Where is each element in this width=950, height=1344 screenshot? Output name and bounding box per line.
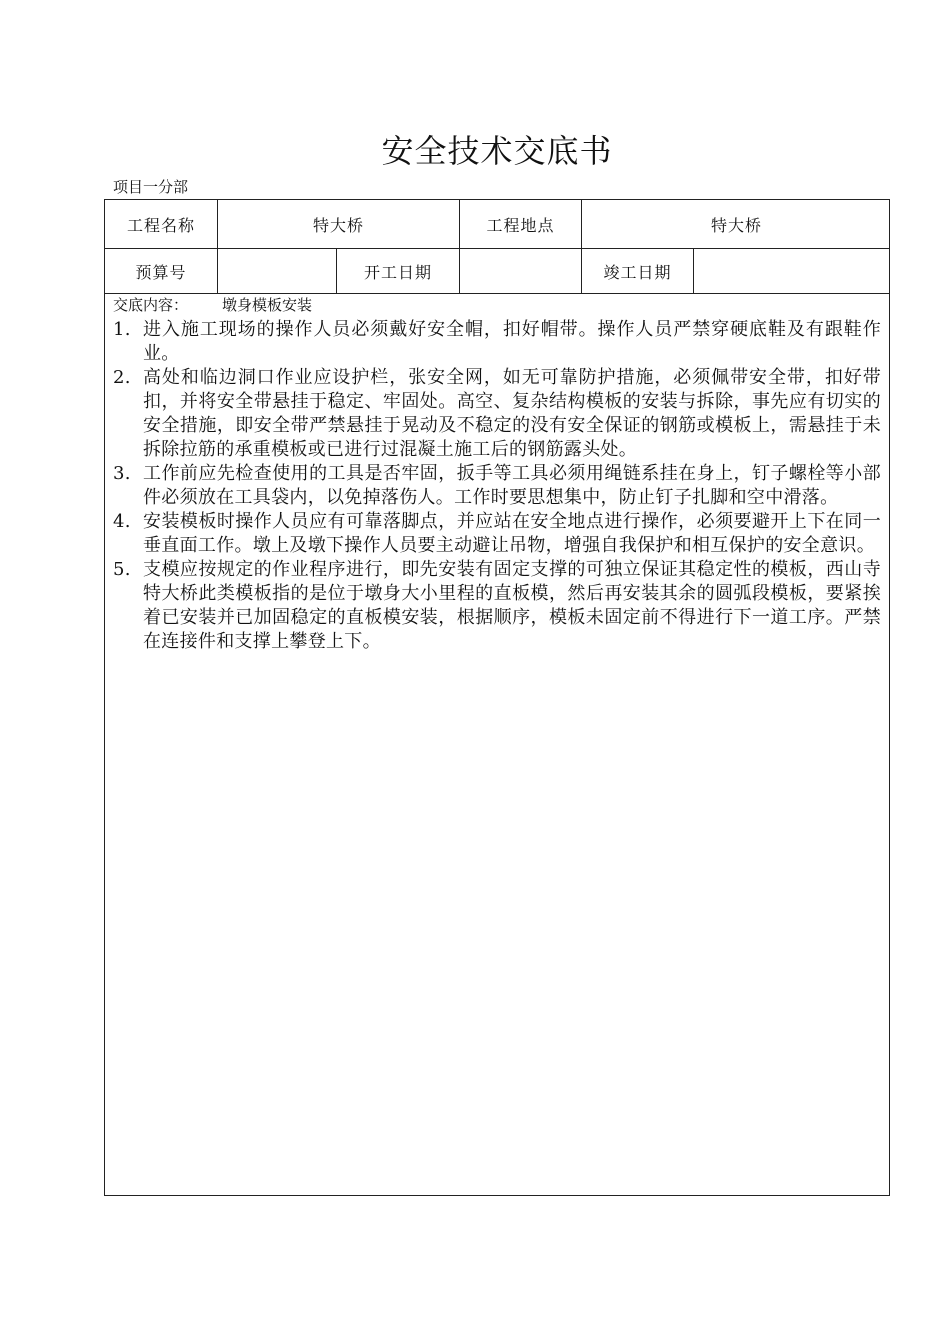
safety-item-text: 工作前应先检查使用的工具是否牢固，扳手等工具必须用绳链系挂在身上，钉子螺栓等小部件必须放在工具袋内，以免掉落伤人。工作时要思想集中，防止钉子扎脚和空中滑落。 xyxy=(143,463,881,508)
safety-item-text: 支模应按规定的作业程序进行，即先安装有固定支撑的可独立保证其稳定性的模板，西山寺特大桥此类模板指的是位于墩身大小里程的直板模，然后再安装其余的圆弧段模板，要紧挨着已安装并已加固稳定的直板模安装，根据顺序，模板未固定前不得进行下一道工序。严禁在连接件和支撑上攀登上下。 xyxy=(143,559,881,652)
safety-item xyxy=(113,510,881,558)
content-heading xyxy=(113,294,881,316)
safety-item-list xyxy=(113,318,881,654)
safety-item-number: 2. xyxy=(113,367,131,388)
safety-item-text: 高处和临边洞口作业应设护栏，张安全网，如无可靠防护措施，必须佩带安全带，扣好带扣，并将安全带悬挂于稳定、牢固处。高空、复杂结构模板的安装与拆除，事先应有切实的安全措施，即安全带严禁悬挂于晃动及不稳定的没有安全保证的钢筋或模板上，需悬挂于未拆除拉筋的承重模板或已进行过混凝土施工后的钢筋露头处。 xyxy=(143,367,881,460)
start-date-label: 开工日期 xyxy=(336,249,459,293)
safety-item-number: 5. xyxy=(113,559,131,580)
project-name-value: 特大桥 xyxy=(217,200,459,248)
safety-item xyxy=(113,366,881,462)
end-date-label: 竣工日期 xyxy=(581,249,693,293)
safety-item-text: 进入施工现场的操作人员必须戴好安全帽，扣好帽带。操作人员严禁穿硬底鞋及有跟鞋作业。 xyxy=(143,319,881,364)
safety-item xyxy=(113,462,881,510)
location-value: 特大桥 xyxy=(581,200,891,248)
budget-no-label: 预算号 xyxy=(135,262,187,282)
safety-item-number: 1. xyxy=(113,319,131,340)
department-label: 项目一分部 xyxy=(113,178,189,196)
location-label: 工程地点 xyxy=(459,200,581,248)
budget-no-value xyxy=(217,249,336,293)
project-name-label: 工程名称 xyxy=(126,215,195,235)
form-row-project xyxy=(105,200,889,249)
safety-item xyxy=(113,558,881,654)
safety-item-number: 3. xyxy=(113,463,131,484)
content-label: 交底内容： xyxy=(113,296,189,314)
safety-item-text: 安装模板时操作人员应有可靠落脚点，并应站在安全地点进行操作，必须要避开上下在同一垂直面工作。墩上及墩下操作人员要主动避让吊物，增强自我保护和相互保护的安全意识。 xyxy=(143,511,881,556)
document-title: 安全技术交底书 xyxy=(381,132,613,170)
disclosure-form xyxy=(104,199,890,1196)
safety-item xyxy=(113,318,881,366)
content-topic: 墩身模板安装 xyxy=(222,296,313,314)
form-row-dates xyxy=(105,249,889,294)
disclosure-content xyxy=(105,294,889,654)
safety-item-number: 4. xyxy=(113,511,131,532)
start-date-value xyxy=(459,249,581,293)
end-date-value xyxy=(693,249,891,293)
